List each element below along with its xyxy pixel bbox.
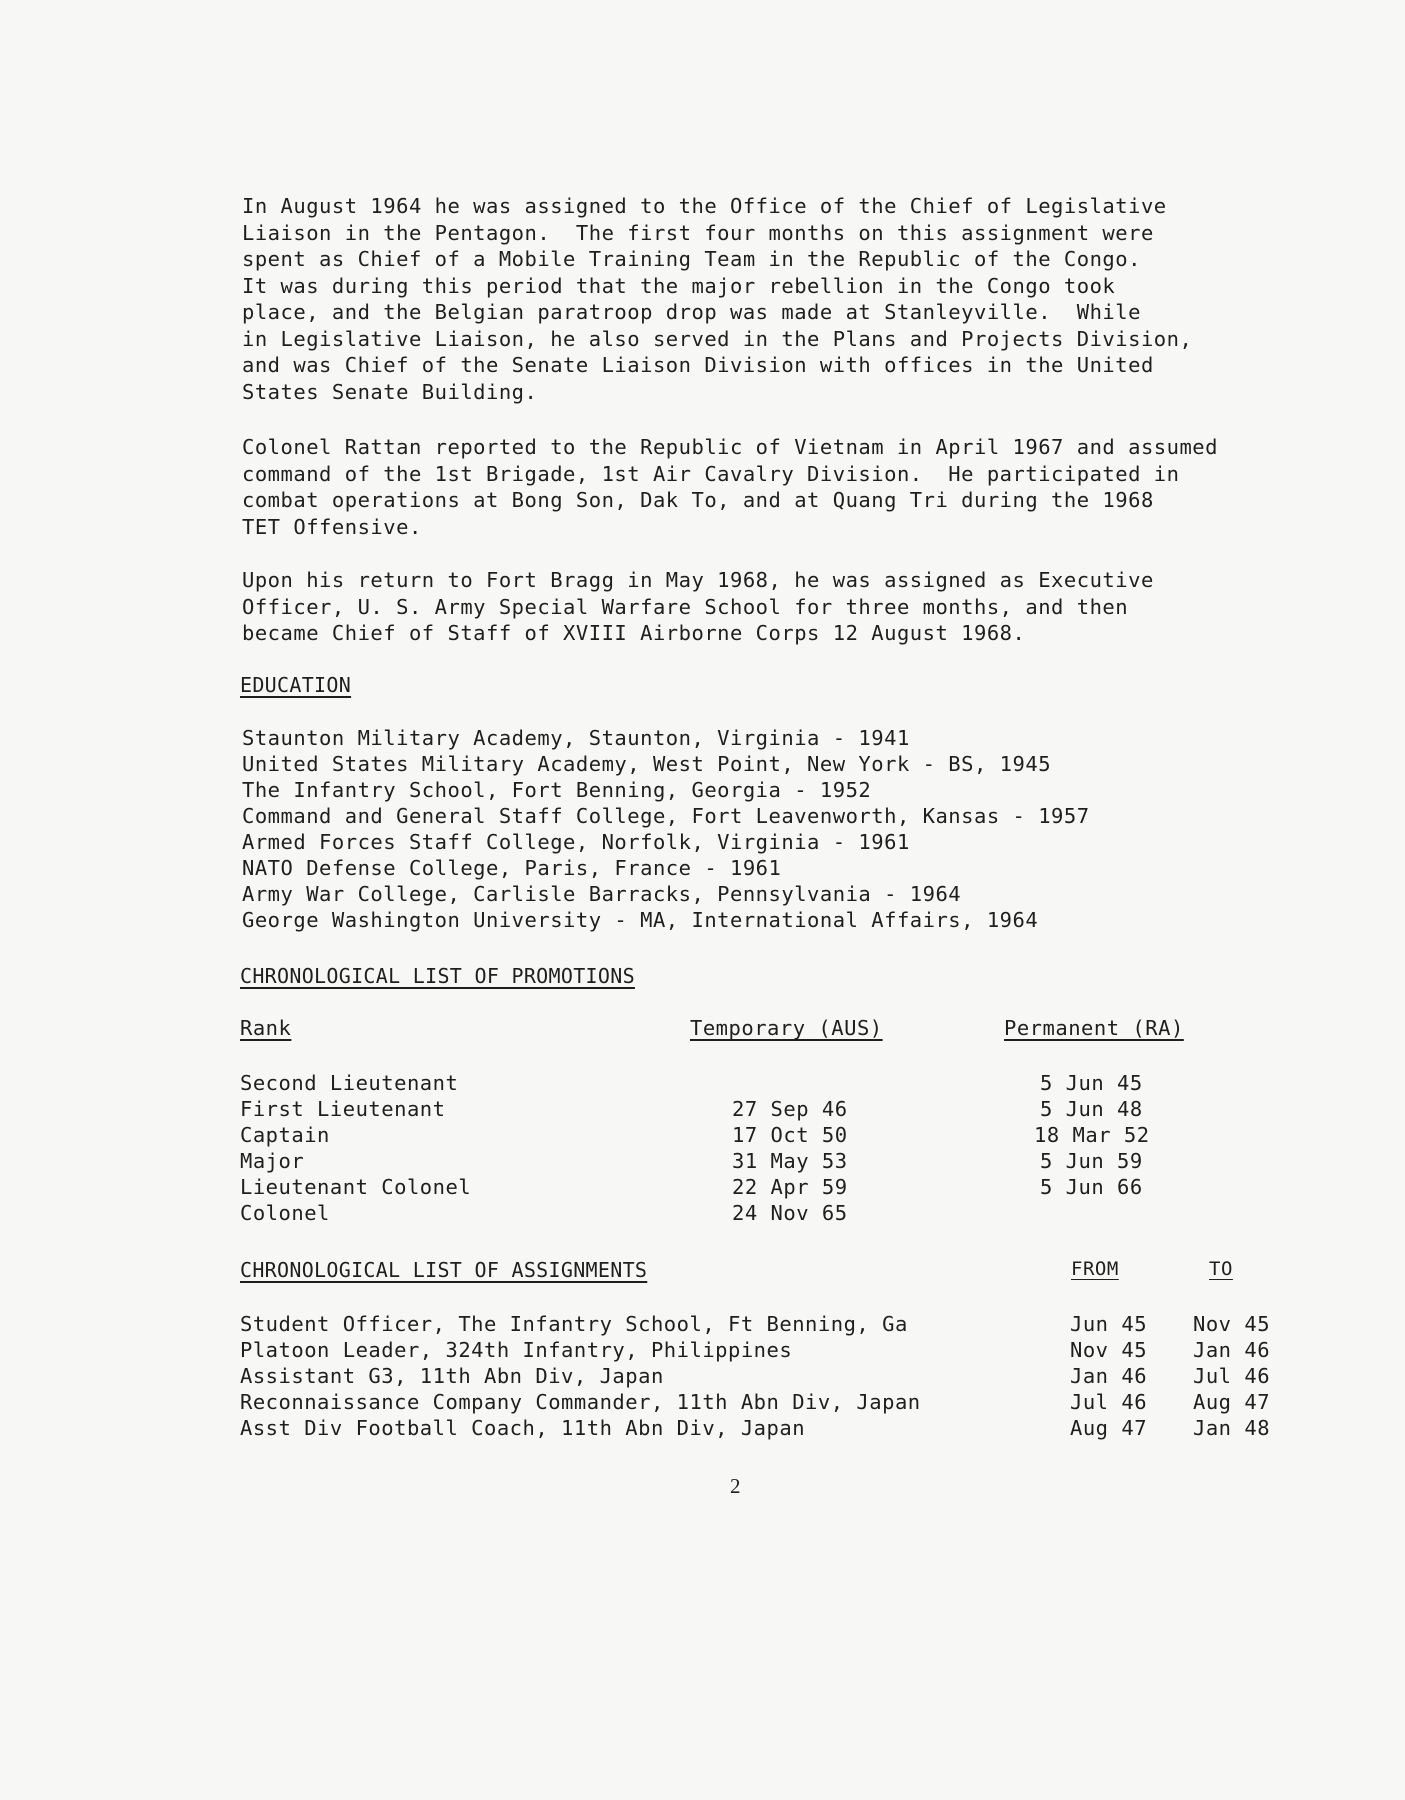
assignment-to: Jul 46 <box>1193 1364 1271 1388</box>
assignment-title: Assistant G3, 11th Abn Div, Japan <box>240 1364 664 1388</box>
promotion-rank: Colonel <box>240 1201 330 1225</box>
promotion-rank: Second Lieutenant <box>240 1071 459 1095</box>
column-header-rank: Rank <box>240 1016 292 1040</box>
promotion-temporary: 17 Oct 50 <box>732 1123 848 1147</box>
promotion-permanent: 18 Mar 52 <box>1034 1123 1150 1147</box>
column-header-to: TO <box>1209 1258 1233 1280</box>
assignment-from: Jan 46 <box>1070 1364 1148 1388</box>
paragraph-legislative-liaison: In August 1964 he was assigned to the Office of the Chief of Legislative Liaison in the Pentagon. The first four months on this assignment were spent as Chief of a Mobile Training Team in the Republic of the Congo. It was during this period that the major rebellion in the Congo took place, and the Belgian paratroop drop was made at Stanleyville. While in Legislative Liaison, he also served in the Plans and Projects Division, and was Chief of the Senate Liaison Division with offices in the United States Senate Building. <box>242 194 1193 404</box>
promotion-permanent: 5 Jun 66 <box>1040 1175 1143 1199</box>
paragraph-vietnam: Colonel Rattan reported to the Republic of Vietnam in April 1967 and assumed command of the 1st Brigade, 1st Air Cavalry Division. He participated in combat operations at Bong Son, Dak To, and at Quang Tri during the 1968 TET Offensive. <box>242 435 1218 539</box>
assignment-from: Jul 46 <box>1070 1390 1148 1414</box>
education-item: Command and General Staff College, Fort Leavenworth, Kansas - 1957 <box>242 804 1090 828</box>
column-header-from: FROM <box>1071 1258 1119 1280</box>
promotion-temporary: 31 May 53 <box>732 1149 848 1173</box>
assignment-title: Student Officer, The Infantry School, Ft Benning, Ga <box>240 1312 908 1336</box>
education-item: NATO Defense College, Paris, France - 1961 <box>242 856 782 880</box>
assignment-title: Platoon Leader, 324th Infantry, Philippines <box>240 1338 793 1362</box>
promotion-permanent: 5 Jun 48 <box>1040 1097 1143 1121</box>
promotion-temporary: 24 Nov 65 <box>732 1201 848 1225</box>
assignment-to: Jan 46 <box>1193 1338 1271 1362</box>
education-item: United States Military Academy, West Point, New York - BS, 1945 <box>242 752 1052 776</box>
assignment-title: Reconnaissance Company Commander, 11th Abn Div, Japan <box>240 1390 921 1414</box>
page-number: 2 <box>730 1474 741 1498</box>
column-header-permanent: Permanent (RA) <box>1004 1016 1184 1040</box>
promotion-temporary: 22 Apr 59 <box>732 1175 848 1199</box>
promotions-heading: CHRONOLOGICAL LIST OF PROMOTIONS <box>240 964 635 988</box>
assignment-title: Asst Div Football Coach, 11th Abn Div, Japan <box>240 1416 806 1440</box>
assignment-to: Aug 47 <box>1193 1390 1271 1414</box>
education-heading: EDUCATION <box>240 673 352 697</box>
assignment-from: Nov 45 <box>1070 1338 1148 1362</box>
paragraph-fort-bragg: Upon his return to Fort Bragg in May 1968, he was assigned as Executive Officer, U. S. Army Special Warfare School for three months, and then became Chief of Staff of XVIII Airborne Corps 12 August 1968. <box>242 568 1154 645</box>
education-item: Army War College, Carlisle Barracks, Pennsylvania - 1964 <box>242 882 962 906</box>
promotion-rank: First Lieutenant <box>240 1097 446 1121</box>
assignment-from: Aug 47 <box>1070 1416 1148 1440</box>
assignment-from: Jun 45 <box>1070 1312 1148 1336</box>
promotion-permanent: 5 Jun 59 <box>1040 1149 1143 1173</box>
education-item: The Infantry School, Fort Benning, Georgia - 1952 <box>242 778 872 802</box>
promotion-rank: Captain <box>240 1123 330 1147</box>
promotion-permanent: 5 Jun 45 <box>1040 1071 1143 1095</box>
column-header-temporary: Temporary (AUS) <box>690 1016 883 1040</box>
education-item: Staunton Military Academy, Staunton, Virginia - 1941 <box>242 726 910 750</box>
assignments-heading: CHRONOLOGICAL LIST OF ASSIGNMENTS <box>240 1258 648 1282</box>
assignment-to: Jan 48 <box>1193 1416 1271 1440</box>
promotion-rank: Major <box>240 1149 305 1173</box>
promotion-rank: Lieutenant Colonel <box>240 1175 472 1199</box>
assignment-to: Nov 45 <box>1193 1312 1271 1336</box>
education-item: Armed Forces Staff College, Norfolk, Virginia - 1961 <box>242 830 910 854</box>
promotion-temporary: 27 Sep 46 <box>732 1097 848 1121</box>
education-item: George Washington University - MA, International Affairs, 1964 <box>242 908 1039 932</box>
